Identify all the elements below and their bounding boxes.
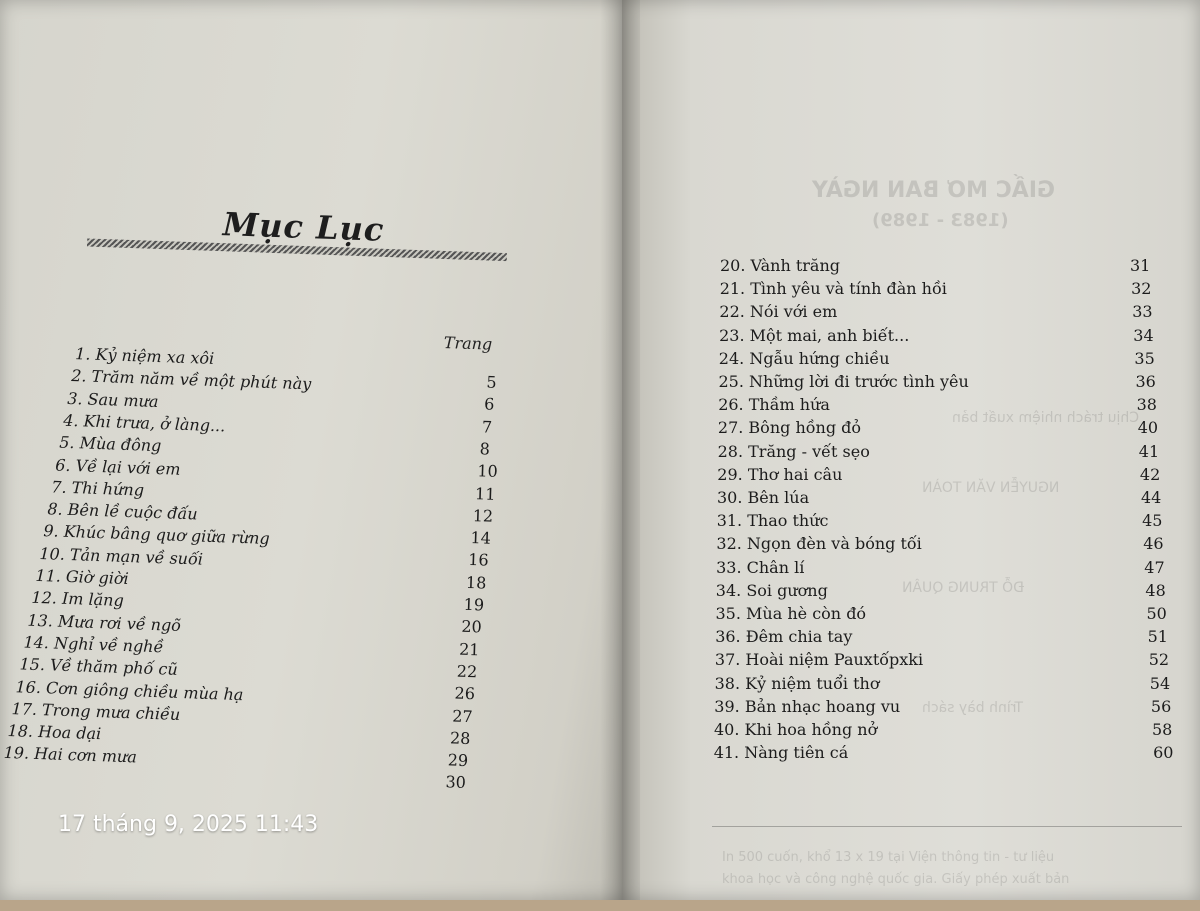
toc-entry-title: 41. Nàng tiên cá: [713, 743, 849, 763]
bleed-through-text: Chịu trách nhiệm xuất bản: [952, 410, 1140, 426]
bleed-through-text: GIẤC MƠ BAN NGÀY: [812, 178, 1056, 203]
toc-entry-title: 27. Bông hồng đỏ: [717, 418, 862, 438]
toc-entry-page: 56: [1150, 696, 1172, 716]
toc-entry-page: 51: [1147, 627, 1168, 647]
toc-entry-page: 11: [474, 483, 496, 504]
toc-entry-page: 54: [1149, 673, 1171, 693]
toc-entry-title: 39. Bản nhạc hoang vu: [714, 696, 901, 716]
toc-entry-page: 60: [1153, 743, 1174, 763]
toc-entry-page: 10: [477, 461, 499, 482]
toc-entry-title: 33. Chân lí: [716, 557, 805, 577]
toc-entry-page: 26: [454, 683, 476, 704]
toc-entry-title: 14. Nghỉ về nghề: [23, 632, 164, 657]
toc-title: Mục Lục: [222, 205, 385, 249]
colophon-divider: [712, 826, 1182, 827]
toc-entry-page: 18: [465, 572, 487, 593]
book-gutter: [600, 0, 640, 900]
toc-entry-page: 35: [1134, 348, 1155, 368]
toc-entry-page: 32: [1131, 279, 1152, 299]
toc-entry-title: 2. Trăm năm về một phút này: [70, 366, 312, 394]
toc-entry-page: 27: [451, 705, 474, 726]
toc-entry-page: 12: [472, 505, 494, 526]
toc-entry-title: 15. Về thăm phố cũ: [19, 654, 179, 680]
toc-entry-title: 20. Vành trăng: [720, 256, 841, 275]
bleed-through-text: (1983 - 1989): [872, 210, 1009, 231]
right-page: [622, 0, 1200, 900]
toc-entry-title: 36. Đêm chia tay: [715, 627, 853, 647]
toc-entry-title: 38. Kỷ niệm tuổi thơ: [714, 673, 880, 693]
toc-entry-title: 18. Hoa dại: [7, 721, 102, 744]
toc-entry-page: 5: [486, 372, 498, 392]
photo-timestamp: 17 tháng 9, 2025 11:43: [58, 812, 319, 837]
toc-entry-title: 24. Ngẫu hứng chiều: [718, 348, 890, 368]
toc-entry-title: 28. Trăng - vết sẹo: [717, 441, 870, 461]
bleed-through-text: khoa học và công nghệ quốc gia. Giấy phép xuất bản: [722, 872, 1070, 887]
toc-entry-title: 31. Thao thức: [716, 511, 829, 531]
toc-entry-title: 21. Tình yêu và tính đàn hồi: [719, 279, 947, 299]
toc-entry-title: 19. Hai cơn mưa: [3, 743, 138, 767]
toc-entry-title: 8. Bên lề cuộc đấu: [47, 499, 198, 524]
toc-entry-title: 26. Thầm hứa: [718, 395, 830, 415]
toc-entry-title: 13. Mưa rơi về ngõ: [27, 610, 182, 635]
toc-entry-page: 34: [1133, 325, 1154, 345]
toc-entry-title: 37. Hoài niệm Pauxtốpxki: [714, 650, 924, 670]
toc-entry-page: 16: [467, 550, 489, 571]
toc-entry-title: 16. Cơn giông chiều mùa hạ: [15, 676, 244, 704]
toc-entry-title: 32. Ngọn đèn và bóng tối: [716, 534, 922, 554]
toc-entry-page: 28: [449, 728, 471, 748]
toc-entry-page: 46: [1143, 534, 1164, 554]
toc-entry-page: 33: [1132, 302, 1153, 322]
bleed-through-text: In 500 cuốn, khổ 13 x 19 tại Viện thông tin - tư liệu: [722, 850, 1055, 865]
toc-entry-title: 7. Thi hứng: [51, 477, 145, 500]
page-column-label: Trang: [443, 332, 493, 354]
toc-entry-page: 7: [481, 416, 493, 437]
toc-entry-title: 1. Kỷ niệm xa xôi: [74, 344, 215, 368]
toc-entry-title: 29. Thơ hai câu: [717, 464, 843, 484]
toc-entry-page: 36: [1135, 372, 1156, 391]
toc-entry-page: 45: [1142, 511, 1163, 531]
toc-entry-title: 12. Im lặng: [31, 588, 125, 611]
toc-entry-title: 25. Những lời đi trước tình yêu: [718, 372, 969, 391]
toc-entry-page: 29: [447, 750, 469, 771]
toc-entry-page: 48: [1145, 580, 1166, 600]
toc-entry-title: 9. Khúc bâng quơ giữa rừng: [43, 521, 271, 549]
toc-entry-page: 30: [445, 772, 467, 793]
toc-entry-page: 38: [1136, 395, 1157, 415]
toc-entry-page: 40: [1137, 418, 1159, 438]
toc-entry-page: 44: [1141, 488, 1162, 507]
toc-entry-title: 30. Bên lúa: [717, 488, 810, 507]
toc-entry-page: 42: [1139, 464, 1161, 484]
toc-entry-page: 47: [1144, 557, 1165, 577]
toc-entry-title: 4. Khi trưa, ở làng...: [62, 410, 226, 436]
toc-entry-page: 20: [461, 617, 483, 637]
toc-entry-title: 34. Soi gương: [715, 580, 828, 600]
toc-entry-title: 11. Giờ giời: [35, 565, 130, 589]
toc-entry-title: 5. Mùa đông: [58, 432, 162, 456]
bleed-through-text: Trình bày sách: [922, 700, 1023, 716]
toc-entry-title: 35. Mùa hè còn đó: [715, 604, 867, 623]
toc-entry-page: 6: [483, 394, 495, 415]
toc-entry-page: 8: [479, 439, 491, 459]
toc-entry-page: 22: [456, 661, 478, 682]
toc-entry-title: 17. Trong mưa chiều: [11, 698, 181, 724]
toc-entry-title: 23. Một mai, anh biết...: [719, 325, 910, 345]
bleed-through-text: ĐỖ TRUNG QUÂN: [902, 580, 1024, 596]
toc-entry-page: 14: [470, 528, 492, 548]
toc-entry-page: 19: [463, 594, 485, 615]
toc-entry-title: 10. Tản mạn về suối: [39, 543, 204, 569]
toc-entry-page: 52: [1148, 650, 1170, 670]
bleed-through-text: NGUYỄN VĂN TOÀN: [922, 480, 1060, 496]
toc-entry-page: 31: [1130, 256, 1151, 275]
toc-entry-page: 50: [1146, 604, 1167, 623]
toc-entry-title: 40. Khi hoa hồng nở: [714, 720, 878, 739]
toc-entry-title: 22. Nói với em: [719, 302, 838, 322]
toc-entry-title: 6. Về lại với em: [55, 454, 181, 479]
toc-entry-title: 3. Sau mưa: [66, 388, 159, 411]
toc-entry-page: 41: [1138, 441, 1160, 461]
toc-entry-page: 58: [1152, 720, 1173, 739]
toc-entry-page: 21: [458, 639, 480, 659]
